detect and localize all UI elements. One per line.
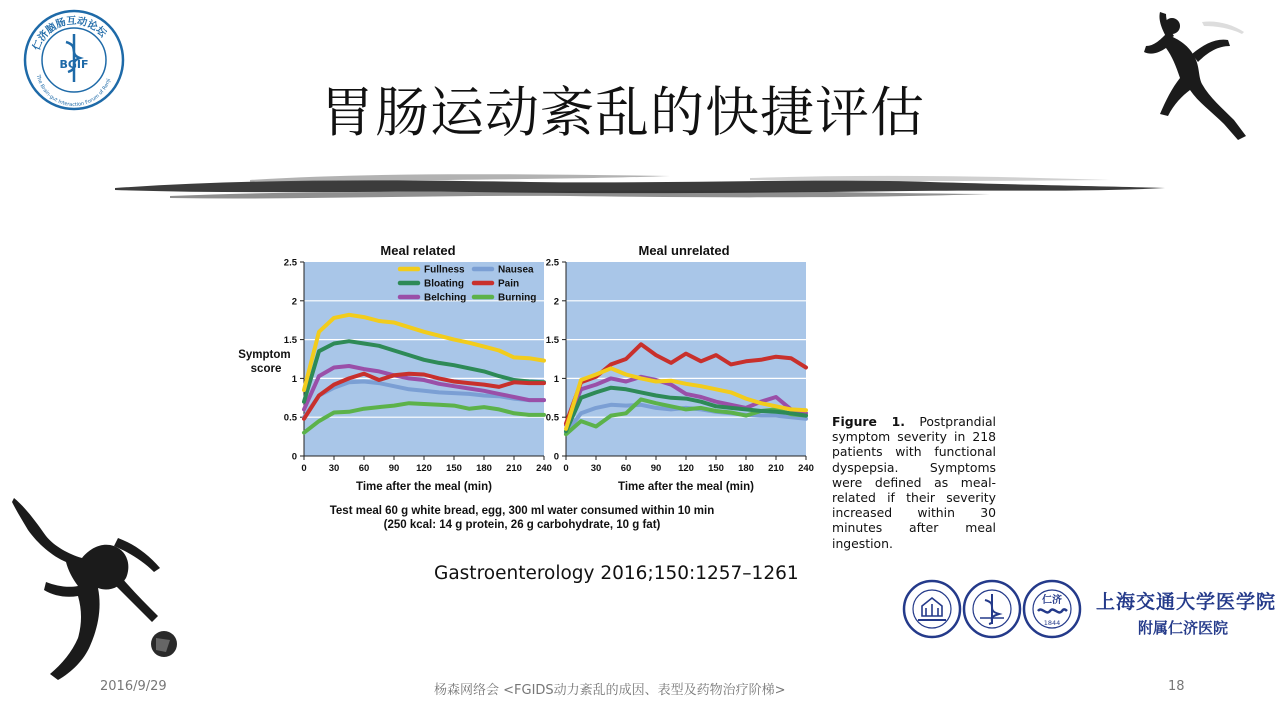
hospital-name: 附属仁济医院: [1138, 619, 1229, 637]
x-tick-label: 120: [416, 463, 432, 474]
x-axis-label: Time after the meal (min): [356, 481, 492, 493]
university-name: 上海交通大学医学院: [1096, 591, 1277, 613]
logo-abbrev: BGIF: [59, 58, 89, 71]
y-tick-label: 2: [553, 296, 559, 308]
seal-medical-school-icon: [964, 581, 1020, 637]
legend-label: Burning: [498, 292, 537, 304]
logo-ring-text: 仁济脑肠互动论坛: [31, 15, 109, 53]
y-tick-label: 2.5: [545, 257, 559, 269]
x-axis-label: Time after the meal (min): [618, 481, 754, 493]
chart-title: Meal unrelated: [638, 243, 730, 258]
x-tick-label: 30: [328, 463, 340, 474]
x-tick-label: 90: [388, 463, 400, 474]
figure-caption-text: Postprandial symptom severity in 218 patients with functional dyspepsia. Symptoms were defined as meal-related if their severity increased within 30 minutes after meal ingestion.: [832, 414, 996, 551]
bgif-logo: [22, 8, 126, 112]
y-axis-label: Symptom score: [238, 349, 291, 375]
x-tick-label: 0: [301, 463, 307, 474]
chart-meal-unrelated: [546, 243, 814, 493]
kicker-silhouette: [10, 488, 180, 688]
legend-label: Nausea: [498, 264, 534, 276]
university-seals: [902, 578, 1084, 640]
legend-label: Bloating: [424, 278, 464, 290]
y-tick-label: 0: [553, 451, 559, 463]
x-tick-label: 60: [358, 463, 370, 474]
brush-stroke-divider: [110, 160, 1170, 210]
slide-title: 胃肠运动紊乱的快捷评估: [320, 81, 925, 144]
figure-caption: [832, 414, 996, 551]
x-tick-label: 240: [798, 463, 814, 474]
x-tick-label: 0: [563, 463, 569, 474]
symptom-charts: [234, 238, 814, 538]
seal-year: 1844: [1043, 619, 1061, 627]
chart-title: Meal related: [380, 243, 456, 258]
y-tick-label: 0: [291, 451, 297, 463]
x-tick-label: 210: [506, 463, 522, 474]
x-tick-label: 240: [536, 463, 552, 474]
x-tick-label: 150: [446, 463, 462, 474]
chart-meal-related: [238, 243, 552, 493]
legend-label: Pain: [498, 278, 520, 290]
y-tick-label: 1: [291, 373, 297, 385]
y-tick-label: 1.5: [545, 335, 559, 347]
x-tick-label: 120: [678, 463, 694, 474]
test-meal-line2: (250 kcal: 14 g protein, 26 g carbohydrate, 10 g fat): [383, 519, 661, 531]
x-tick-label: 90: [650, 463, 662, 474]
x-tick-label: 60: [620, 463, 632, 474]
legend-label: Belching: [424, 292, 467, 304]
y-tick-label: 1: [553, 373, 559, 385]
x-tick-label: 180: [476, 463, 492, 474]
page-number: 18: [1168, 679, 1185, 694]
y-tick-label: 2.5: [283, 257, 297, 269]
runner-silhouette: [1132, 4, 1262, 144]
x-tick-label: 30: [590, 463, 602, 474]
y-tick-label: 0.5: [283, 412, 297, 424]
x-tick-label: 180: [738, 463, 754, 474]
test-meal-line1: Test meal 60 g white bread, egg, 300 ml water consumed within 10 min: [329, 505, 715, 517]
x-tick-label: 150: [708, 463, 724, 474]
seal-text: 仁济: [1042, 595, 1062, 606]
legend-label: Fullness: [424, 264, 465, 276]
seal-renji-icon: [1024, 581, 1080, 637]
footer-center-text: 杨森网络会 <FGIDS动力紊乱的成因、表型及药物治疗阶梯>: [434, 683, 786, 698]
y-tick-label: 1.5: [283, 335, 297, 347]
footer-date: 2016/9/29: [100, 679, 167, 694]
x-tick-label: 210: [768, 463, 784, 474]
y-tick-label: 0.5: [545, 412, 559, 424]
citation: Gastroenterology 2016;150:1257–1261: [434, 563, 799, 584]
figure-caption-label: Figure 1.: [832, 414, 905, 429]
seal-sjtu-icon: [904, 581, 960, 637]
logo-subtitle: The Brain-gut Interaction Forum of Renji: [34, 74, 113, 109]
y-tick-label: 2: [291, 296, 297, 308]
